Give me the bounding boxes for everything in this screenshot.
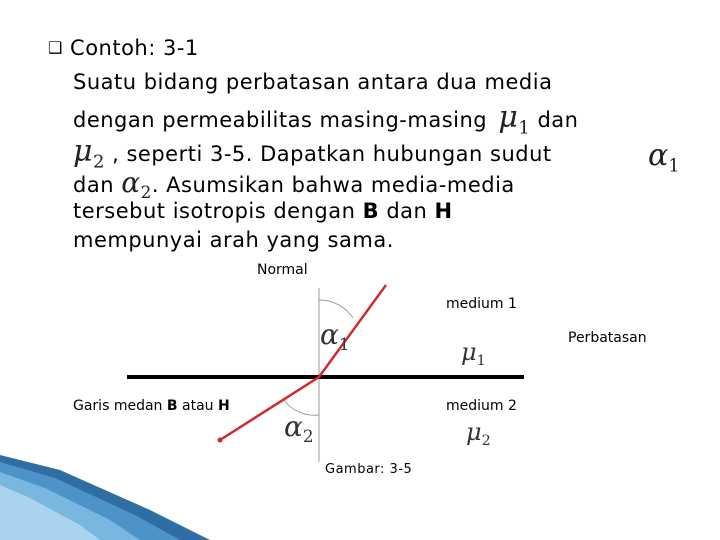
- medium1-label: medium 1: [446, 296, 517, 312]
- line2-dan: dan: [537, 108, 579, 132]
- paragraph-line-1: Suatu bidang perbatasan antara dua media: [73, 70, 553, 94]
- line5-B: B: [362, 199, 380, 223]
- bullet-icon: ❑: [48, 38, 63, 57]
- figure-caption: Gambar: 3-5: [325, 462, 413, 477]
- normal-label: Normal: [257, 262, 308, 278]
- fig-mu1: $\mu_1$: [461, 338, 486, 370]
- paragraph-line-6: mempunyai arah yang sama.: [73, 228, 394, 252]
- fig-alpha1: $\alpha_1$: [320, 318, 350, 354]
- field-line-label: [73, 398, 230, 414]
- mu1-symbol: $\mu_1$: [498, 100, 531, 139]
- fig-alpha2: $\alpha_2$: [284, 410, 314, 446]
- alpha1-arc: [319, 300, 353, 318]
- line5-H: H: [434, 199, 453, 223]
- mu2-symbol: $\mu_2$: [73, 134, 105, 173]
- alpha1-symbol-text: $\alpha_1$: [648, 138, 680, 177]
- ray-end-dot: [218, 438, 223, 443]
- field-label-atau: atau: [182, 398, 214, 414]
- line5-text: tersebut isotropis dengan: [73, 199, 356, 223]
- boundary-label: Perbatasan: [568, 330, 647, 346]
- alpha2-symbol-text: $\alpha_2$: [121, 166, 152, 202]
- fig-mu2: $\mu_2$: [466, 418, 491, 450]
- line4-dan: dan: [73, 173, 115, 197]
- field-label-text: Garis medan: [73, 398, 163, 414]
- field-label-B: B: [166, 398, 178, 414]
- field-label-H: H: [217, 398, 230, 414]
- line3-text: , seperti 3-5. Dapatkan hubungan sudut: [112, 142, 552, 166]
- line4-text: . Asumsikan bahwa media-media: [151, 173, 515, 197]
- medium2-label: medium 2: [446, 398, 517, 414]
- heading: Contoh: 3-1: [70, 36, 199, 60]
- line5-and: dan: [386, 199, 428, 223]
- line2-text: dengan permeabilitas masing-masing: [73, 108, 488, 132]
